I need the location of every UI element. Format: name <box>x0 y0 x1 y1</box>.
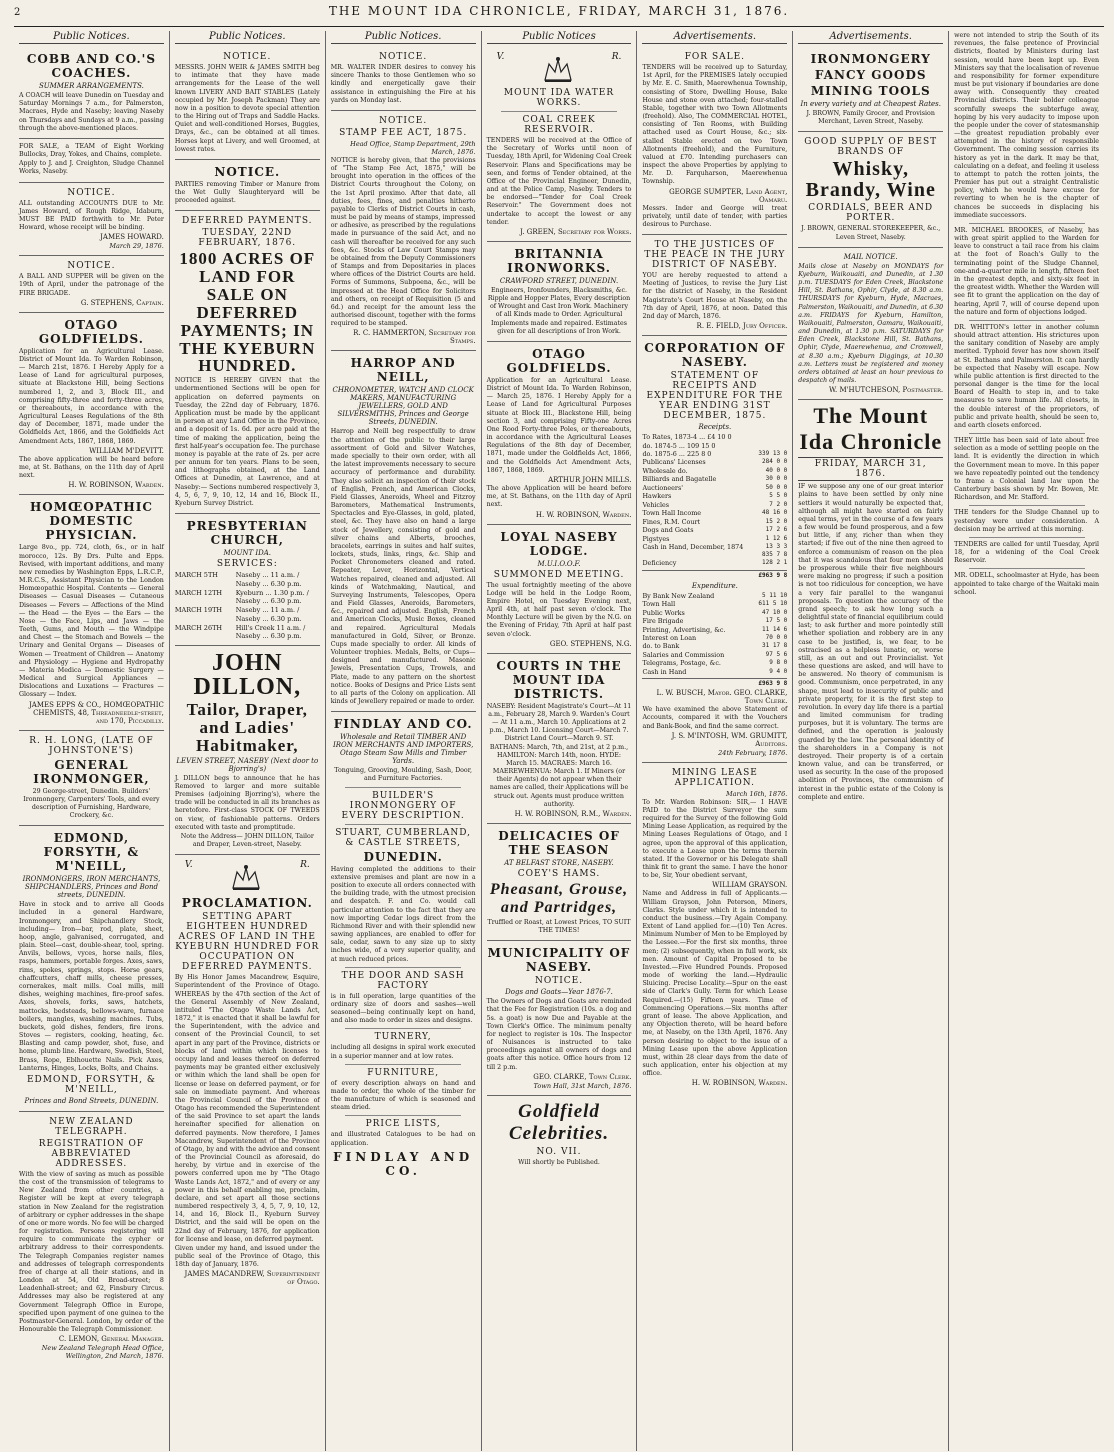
columns <box>14 31 1104 1451</box>
mining-lease-ad <box>642 763 787 1093</box>
weir-smith-notice <box>175 47 320 160</box>
receipt-row: do. 1874-5 ... 109 15 0 <box>642 441 716 450</box>
ad-date: TUESDAY, 22ND FEBRUARY, 1876. <box>198 228 297 249</box>
royal-cipher: V. R. <box>487 52 632 86</box>
goldfields-lease-ad <box>19 313 164 496</box>
ad-subheading: SETTING APART EIGHTEEN HUNDRED ACRES OF LAND IN THE KYEBURN HUNDRED FOR OCCUPATION ON DEFERRED PAYMENTS. <box>175 912 320 973</box>
receipt-row: Billiards and Bagatelle 30 0 0 <box>642 475 788 484</box>
ad-signature: WILLIAM GRAYSON. <box>712 881 788 890</box>
ad-body: Engineers, Ironfounders, Blacksmiths, &c. Ripple and Hopper Plates, Every description of Wrought and Cast Iron Work. Machinery of all Kinds made to Order. Agricultural Implements made and repaired. Estimates given for all descriptions of Iron Work. <box>487 286 631 335</box>
ad-body: Application for an Agricultural Lease. District of Mount Ida. To Warden Robinson,— March 25, 1876. I Hereby Apply for a Lease of Land for Agricultural Purposes situate at Block III., Blackstone Hill, being section 3, and comprising Fifty-one Acres One Rood Forty-three Poles, or thereabouts, in accordance with the Agricultural Leases Regulations of the 8th day of December, 1871, made under the Goldfields Act, 1866, and the Goldfields Act Amendment Acts, 1867, 1868, 1869. <box>486 376 632 474</box>
ad-heading: PRICE LISTS, <box>365 1119 441 1130</box>
ad-heading: DELICACIES OF THE SEASON <box>498 828 620 857</box>
receipt-row: Cash in Hand, December, 1874 13 3 3 <box>642 543 788 552</box>
ad-body: NOTICE IS HEREBY GIVEN that the undermentioned Sections will be open for application on deferred payments on Tuesday, the 22nd day of February, 1876. Application must be made by the applicant in person at any Land Office in the Province, and a deposit of 1s. 6d. per acre paid at the time of making the application, being the first half-year's occupation fee. The purchase money is payable at the rate of 2s. per acre per annum for ten years. Plans to be seen, and lithographs obtained, at the Land Offices at Dunedin, at Lawrence, and at Naseby:— Sections numbered respectively 3, 4, 5, 6, 7, 9, 10, 12, 14 and 16, Block II., Kyeburn Survey District. <box>174 377 320 507</box>
ad-body: MESSRS. JOHN WEIR & JAMES SMITH beg to intimate that they have made arrangements for the Lease of the well known LIVERY AND BAIT STABLES (Lately occupied by Mr. Joseph Packman) They are now in a position to devote special attention to the Hiring out of Traps and Saddle Hacks. Quiet and well-conditioned Horses, Buggies, Drays, &c., can be obtained at all times. Horses kept at Livery, and well Groomed, at lowest rates. <box>174 64 320 153</box>
ad-body: A COACH will leave Dunedin on Tuesday and Saturday Mornings 7 a.m., for Palmerston, Macraes, Hyde and Naseby; leaving Naseby on Thursdays and Sundays at 9 a.m., passing through the above-mentioned places. <box>19 92 164 132</box>
timber-notice <box>175 160 320 212</box>
expenditure-heading: Expenditure. <box>691 581 738 590</box>
dillon-tailor-ad <box>175 646 320 855</box>
ad-body: YOU are hereby requested to attend a Meeting of Justices, to revise the Jury List for the district of Naseby, in the Resident Magistrate's Court House at Naseby, on the 7th day of April, 1876, at noon. Dated this 2nd day of March, 1876. <box>642 272 788 320</box>
receipt-row: Publicans' Licenses 284 0 0 <box>642 458 788 467</box>
ad-date: March 16th, 1876. <box>725 789 788 798</box>
receipts-heading: Receipts. <box>698 423 732 432</box>
receipt-row: Town Hall Income 48 16 0 <box>642 509 788 518</box>
ad-body: Application for an Agricultural Lease. District of Mount Ida. To Warden Robinson,— March 21st, 1876. I Hereby Apply for a Lease of Land for agricultural purposes, situate at Blackstone Hill, being Sections numbered 1, 2, and 3, Block III., and comprising fifty-three and forty-three acres, or thereabouts, in accordance with the Agricultural Leases Regulations of the 8th day of December, 1871, made under the Goldfields Act, 1866, and the Goldfields Act Amendment Acts, 1867, 1868, 1869. <box>19 347 164 445</box>
receipt-row: Auctioneers' 50 0 0 <box>642 483 788 492</box>
ad-subheading: Dogs and Goats—Year 1876-7. <box>505 988 613 997</box>
column-heading: Advertisements. <box>798 31 943 44</box>
ad-heading: CORPORATION OF NASEBY. <box>644 341 786 370</box>
ad-heading: EDMOND, FORSYTH, & M'NEILL, <box>43 831 140 874</box>
expenditure-row: By Bank New Zealand 5 11 10 <box>642 591 788 600</box>
ad-heading: NOTICE. <box>67 261 116 272</box>
ad-date: New Zealand Telegraph Head Office, Wellington, 2nd March, 1876. <box>41 1344 164 1361</box>
ad-body: ALL outstanding ACCOUNTS DUE to Mr. James Howard, of Rough Ridge, Idaburn, MUST BE PAID forthwith to Mr. Peter Howard, whose receipt will be binding. <box>19 199 164 232</box>
ad-body: PARTIES removing Timber or Manure from the Wet Gully Slaughteryard will be proceeded against. <box>174 180 320 205</box>
ad-heading: Pheasant, Grouse, and Partridges, <box>489 880 629 916</box>
ad-body: TENDERS will be received at the Office of the Secretary of Works until noon of Tuesday, 18th April, for Widening Coal Creek Reservoir. Plans and Specifications may be seen, and forms of Tender obtained, at the Office of the Provincial Engineer, Dunedin, and at the Police Camp, Naseby. Tenders to be endorsed—"Tender for Coal Creek Reservoir." The Government does not undertake to accept the lowest or any tender. <box>486 137 632 226</box>
celebrities-ad <box>487 1096 632 1172</box>
ad-body: J. DILLON begs to announce that he has Removed to larger and more suitable Premises (adjoining Bjorring's), where the trade will be conducted in all its branches as heretofore. First-class STOCK OF TWEEDS on view, of fashionable patterns. Orders executed with taste and promptitude. <box>174 774 320 831</box>
ad-heading: BUILDER'S IRONMONGERY OF EVERY DESCRIPTION. <box>341 790 465 821</box>
ad-subheading: MOUNT IDA. <box>223 549 272 558</box>
ad-subheading: Wholesale and Retail TIMBER AND IRON MERCHANTS AND IMPORTERS, Otago Steam Saw Mills and Timber Yards. <box>332 733 474 766</box>
ad-body: The Owners of Dogs and Goats are reminded that the Fee for Registration (10s. a dog and 5s. a goat) is now Due and Payable at the Town Clerk's Office. The minimum penalty for neglect to register is 10s. The Inspector of Nuisances is instructed to take proceedings against all owners of dogs and goats after this notice. Office hours from 12 till 2 p.m. <box>486 998 632 1071</box>
service-row: MARCH 26TH Hill's Creek 11 a.m. / Naseby ... 6.30 p.m. <box>174 623 306 641</box>
ad-heading: Whisky, Brandy, Wine <box>805 158 936 202</box>
ad-heading: DUNEDIN. <box>363 849 443 864</box>
ad-heading: MINING TOOLS <box>810 84 931 98</box>
ad-heading: NOTICE. <box>67 187 116 198</box>
ad-subheading: STATEMENT OF RECEIPTS AND EXPENDITURE FOR THE YEAR ENDING 31ST DECEMBER, 1875. <box>646 371 784 422</box>
ad-body: Mails close at Naseby on MONDAYS for Kyeburn, Waikouaiti, and Dunedin, at 1.30 p.m. TUESDAYS for Eden Creek, Blackstone Hill, St. Bathans, Ophir, Clyde, at 8.30 a.m. THURSDAYS for Kyeburn, Hyde, Macraes, Palmerston, Waikouaiti, and Dunedin, at 6.30 a.m. FRIDAYS for Kyeburn, Hamilton, Waikouaiti, Palmerston, Oamaru, Waikouaiti, and Dunedin, at 1.30 p.m. SATURDAYS for Eden Creek, Blackstone Hill, St. Bathans, Ophir, Clyde, Maerewhenua, and Cromwell, at 8.30 a.m.; Kyeburn Diggings, at 10.30 a.m. Letters must be registered and money orders obtained at least an hour previous to despatch of mails. <box>798 262 944 385</box>
expenditure-row: Interest on Loan 70 0 0 <box>642 634 788 642</box>
ad-heading: COAL CREEK RESERVOIR. <box>522 115 596 135</box>
ad-subheading: CHRONOMETER, WATCH AND CLOCK MAKERS, MANUFACTURING JEWELLERS, GOLD AND SILVERSMITHS, Princes and George Streets, DUNEDIN. <box>332 386 474 427</box>
jury-meeting-ad <box>642 235 787 336</box>
ad-subheading: M.U.I.O.O.F. <box>537 559 581 568</box>
ad-body: including all designs in spiral work executed in a superior manner and at low rates. <box>330 1044 476 1060</box>
ad-body: Apply to J. and J. Creighton, Sludge Channel Works, Naseby. <box>19 160 164 176</box>
ad-date: Head Office, Stamp Department, 29th March, 1876. <box>350 139 476 156</box>
deferred-payments-ad <box>175 211 320 514</box>
church-services-ad <box>175 514 320 646</box>
ad-heading: PROCLAMATION. <box>181 896 313 911</box>
ad-heading: REGISTRATION OF ABBREVIATED ADDRESSES. <box>38 1138 145 1169</box>
receipt-row: Deficiency 128 2 1 <box>642 559 788 568</box>
expenditure-row: Fire Brigade 17 5 0 <box>642 617 788 626</box>
column-heading: Public Notices. <box>175 31 320 44</box>
ad-body: By His Honor James Macandrew, Esquire, Superintendent of the Province of Otago. WHEREAS by the 47th section of the Act of the General Assembly of New Zealand, intituled "The Otago Waste Lands Act, 1872," it is enacted that it shall be lawful for the Superintendent, with the advice and consent of the Provincial Council, to set apart in any part of the Province, districts or blocks of land within which licenses to occupy land and leases thereof on deferred payments may be granted either exclusively or within which the land shall be open for license or lease on deferred payment, or for sale on immediate payment. And whereas the Provincial Council of the Province of Otago has recommended the Superintendent of the said Province to set apart the lands hereinafter specified for alienation on deferred payments. Now therefore, I James Macandrew, Superintendent of the Province of Otago, by and with the advice and consent of the Provincial Council as aforesaid, do hereby, by virtue and in exercise of the powers conferred upon me by "The Otago Waste Lands Act, 1872," and of every or any power in this behalf enabling me, proclaim, declare, and set apart all those sections numbered respectively 3, 4, 5, 7, 9, 10, 12, 14, and 16, Block II., Kyeburn Survey District, and the said will be open on the 22nd day of February, 1876, for application for license and lease, on deferred payment. <box>174 974 320 1243</box>
ad-heading: COBB AND CO.'S COACHES. <box>26 52 156 80</box>
royal-crest-icon <box>541 52 575 86</box>
ad-date: 24th February, 1876. <box>718 748 788 757</box>
receipt-row: Dogs and Goats 17 2 6 <box>642 526 788 535</box>
ad-heading: FINDLAY AND CO. <box>333 717 473 732</box>
ad-subheading: SUMMONED MEETING. <box>493 569 625 580</box>
receipt-row: Wholesale do. 40 0 0 <box>642 466 788 475</box>
ad-signature: J. GREEN, Secretary for Works. <box>520 227 632 236</box>
britannia-ironworks-ad <box>487 242 632 342</box>
expenditure-row: Town Hall 611 5 10 <box>642 600 788 609</box>
column-5 <box>637 31 793 1451</box>
cobb-coaches-ad <box>19 47 164 139</box>
receipt-row: Vehicles 7 2 0 <box>642 500 788 509</box>
service-row: MARCH 5TH Naseby ... 11 a.m. / Naseby ... 6.30 p.m. <box>174 571 302 588</box>
proclamation-ad <box>175 855 320 1291</box>
ad-body: In every variety and at Cheapest Rates. <box>800 100 941 108</box>
ad-subheading: STAMP FEE ACT, 1875. <box>339 127 468 138</box>
receipt-row: Hawkers 5 5 0 <box>642 492 788 501</box>
expenditure-total: £963 9 8 <box>642 678 787 688</box>
column-6 <box>793 31 949 1451</box>
premises-sale-ad <box>642 47 787 235</box>
ad-footer: FINDLAY AND CO. <box>333 1149 474 1178</box>
ad-body: and illustrated Catalogues to be had on application. <box>330 1131 476 1147</box>
ad-signature: H. W. ROBINSON, Warden. <box>68 481 164 490</box>
lodge-meeting-ad <box>487 525 632 654</box>
ad-heading: THE DOOR AND SASH FACTORY <box>341 970 465 991</box>
ad-signature: J. BROWN, GENERAL STOREKEEPER, &c., Leven Street, Naseby. <box>801 225 941 241</box>
ad-heading: MAIL NOTICE. <box>843 252 898 261</box>
column-heading: Advertisements. <box>642 31 787 44</box>
receipt-row: do. 1875-6 ... 225 8 0 339 13 0 <box>642 450 788 459</box>
royal-cipher: V. R. <box>175 860 320 894</box>
ad-signature: J. S. M'INTOSH, WM. GRUMITT, Auditors. <box>671 731 788 748</box>
ad-heading: NOTICE. <box>379 52 428 62</box>
harrop-neill-ad <box>331 351 476 712</box>
ad-body: The usual fortnightly meeting of the above Lodge will be held in the Lodge Room, Empire Hotel, on Tuesday Evening next, April 4th, at half past seven o'clock. The Monthly Lecture will be given by the N.G. on the Evening of Friday, 7th April at half past seven o'clock. <box>486 581 632 638</box>
ad-signature: C. LEMON, General Manager. <box>58 1335 164 1344</box>
ad-body: Will shortly be Published. <box>518 1158 600 1166</box>
ad-heading: TO THE JUSTICES OF THE PEACE IN THE JURY DISTRICT OF NASEBY. <box>644 240 786 271</box>
ad-heading: EDMOND, FORSYTH, & M'NEILL, <box>26 1074 156 1095</box>
ad-signature: ARTHUR JOHN MILLS. <box>548 475 632 484</box>
ad-heading: R. H. LONG, (LATE OF JOHNSTONE'S) <box>29 735 154 756</box>
receipt-row: Fines, R.M. Court 15 2 0 <box>642 517 788 526</box>
column-heading: Public Notices <box>487 31 632 44</box>
ad-subheading: CORDIALS, BEER AND PORTER. <box>808 203 934 224</box>
news-paragraph: MR. MICHAEL BROOKES, of Naseby, has with great spirit applied to the Warden for leave to construct a tail race from his claim at the foot of Roach's Gully to the terminating point of the Sludge Channel, one-and-a-quarter mile in length, fifteen feet in the greatest depth, and sixty-six feet in the greatest width. Whether the Warden will see fit to grant the application on the day of hearing, April 7, will of course depend upon the nature and form of objections lodged. <box>954 226 1100 316</box>
column-1 <box>14 31 170 1451</box>
ad-heading: STUART, CUMBERLAND, & CASTLE STREETS, <box>335 827 472 848</box>
receipts-table <box>642 433 787 568</box>
ad-subheading: IRONMONGERS, IRON MERCHANTS, SHIPCHANDLERS, Princes and Bond streets, DUNEDIN. <box>22 875 161 900</box>
ad-heading: MOUNT IDA WATER WORKS. <box>503 88 615 108</box>
ad-signature: R. E. FIELD, Jury Officer. <box>696 322 788 331</box>
service-row: MARCH 19TH Naseby ... 11 a.m. / Naseby ... 6.30 p.m. <box>174 606 302 623</box>
ad-date: March 29, 1876. <box>109 242 164 251</box>
ad-signature: H. W. ROBINSON, Warden. <box>691 1079 788 1088</box>
page-number: 2 <box>14 7 21 18</box>
expenditure-row: Cash in Hand 9 4 0 <box>642 667 788 676</box>
ad-body: MR. WALTER INDER desires to convey his sincere Thanks to those Gentlemen who so kindly and energetically gave their assistance in extinguishing the Fire at his yards on Monday last. <box>330 64 476 104</box>
ad-body: Harrop and Neill beg respectfully to draw the attention of the public to their large assortment of Gold and Silver Watches, made specially to their own order, with all the latest improvements necessary to secure accuracy of performance and durability. They also solicit an inspection of their stock of English, French, and American Clocks, Field Glasses, Aneroids, Wheel and Fitzroy Barometers, Mathematical Instruments, Spectacles and Eye-Glasses, in gold, plated, steel, &c. They have also on hand a large stock of Jewellery, consisting of gold and silver chains and Alberts, brooches, bracelets, earrings in suites and half suites, lockets, studs, links, rings, &c. Ship and Pocket Chronometers cleaned and rated. Repeater, Lever, Horizontal, Vertical Watches repaired, cleaned and adjusted. All kinds of Watchmaking, Nautical, and Surveying Instruments, Telescopes, Opera and Field Glasses, Aneroids, Barometers, &c., repaired and adjusted. English, French and American Clocks, Music Boxes, cleaned and repaired. Agricultural Medals manufactured in Gold, Silver, or Bronze. Cups made specially to order. All kinds of Volunteer trophies. Medals, Belts, or Cups—designed and manufactured. Masonic Jewels, Presentation Cups, Trowels, and Plate, made to any pattern on the shortest notice. Books of Designs and Price Lists sent to all parts of the Colony on application. All kinds of Jewellery repaired or made to order. <box>330 428 476 706</box>
goldfields-lease-ad-2 <box>487 342 632 525</box>
ad-body: Have in stock and to arrive all Goods included in a general Hardware, Ironmongery, and Shipchandlery Stock, including— Iron—bar, rod, plate, sheet, hoop, angle, galvanised, corrugated, and plain. Steel—cast, double-shear, tool, spring. Anvils, bellows, vyces, horse nails, files, rasps, hammers, portable forges. Axes, saws, rims, spokes, springs, stops. Horse gears, chaffcutters, chaff mills, cheese presses, cornerakes, malt mills. Coal mills, mill dishes, weighing machines, fire-proof safes. Axes, shovels, forks, saws, hatchets, mattocks, bedsteads, bellows-ware, furnace boilers, mangles, washing machines. Tubs, buckets, gold dishes, fenders, fire irons. Stoves — registers, cooking, heating, &c. Blasting and camp powder, shot, fuse, and home, plumb line. Hardware, Swedish, Steel, Brass, Rope, Eblhouette Nails. Pick Axes, Lanterns, Hinges, Locks, Bolts, and Chains. <box>19 901 164 1072</box>
homeopathic-ad <box>19 495 164 730</box>
ad-heading: HOMŒOPATHIC DOMESTIC PHYSICIAN. <box>29 500 153 543</box>
courts-ad <box>487 654 632 824</box>
ad-body: A BALL AND SUPPER will be given on the 19th of April, under the patronage of the FIRE BRIGADE. <box>19 273 164 297</box>
ad-heading: FURNITURE, <box>367 1067 440 1078</box>
ad-heading: NOTICE. <box>214 164 281 179</box>
bullock-sale-ad <box>19 139 164 183</box>
ad-body: The above Application will be heard before me, at St. Bathans, on the 11th day of April next. <box>486 484 632 509</box>
ad-body: The above application will be heard before me, at St. Bathans, on the 11th day of April next. <box>19 455 164 480</box>
ad-signature: GEORGE SUMPTER, Land Agent, Oamaru. <box>669 187 788 204</box>
ad-heading: HARROP AND NEILL, <box>350 356 456 385</box>
editorial <box>798 400 943 807</box>
ad-heading: FANCY GOODS <box>814 68 927 82</box>
receipt-row: To Rates, 1873-4 ... £4 10 0 <box>642 433 732 442</box>
ad-body: Name and Address in full of Applicants.—William Grayson, John Peterson, Miners, Clarks. Style under which it is intended to conduct the business.—Try Again Company. Extent of Land applied for.—(10) Ten Acres. Minimum Number of Men to be Employed by the Lessee.—For the first six months, three men; (2) subsequently, when in full work, six men. Amount of Capital Proposed to be Invested.—Five Hundred Pounds. Proposed mode of working the land.—Hydraulic Sluicing. Precise Locality.—Spur on the east side of Clark's Gully. Term for which Lease Required.—(15) Fifteen years. Time of Commencing Operations.—Six months after grant of lease. The above Application, and any Objection thereto, will be heard before me, at Naseby, on the 13th April, 1876. Any person desiring to object to the issue of a Mining Lease upon the above Application must, within 28 clear days from the date of such application, enter his objection at my office. <box>642 890 788 1078</box>
howard-notice <box>19 183 164 257</box>
ad-heading: JOHN DILLON, <box>193 650 302 701</box>
ad-body: We have examined the above Statement of Accounts, compared it with the Vouchers and Bank-Book, and find the same correct. <box>642 706 788 730</box>
ad-subheading: AT BELFAST STORE, NASEBY. <box>504 858 614 867</box>
ad-signature: W. M'HUTCHESON, Postmaster. <box>829 386 944 395</box>
ad-heading: SERVICES: <box>216 559 278 570</box>
ad-subheading: SUMMER ARRANGEMENTS. <box>38 82 144 90</box>
ad-body: To Mr. Warden Robinson: SIR,— I HAVE PAID to the District Surveyor the sum required for the Survey of the following Gold Mining Lease Application, as required by the Mining Leases Regulations of Otago, and I agree, upon the approval of this application, to execute a Lease upon the terms therein stated. If the Governor or his Delegate shall think fit to grant the same. I have the honor to be, Sir, Your obedient servant, <box>642 798 788 880</box>
service-row: MARCH 12TH Kyeburn ... 1.30 p.m. / Naseby ... 6.30 p.m. <box>174 588 309 606</box>
news-paragraph: THEY little has been said of late about free selection as a mode of settling people on the land. It is evidently the direction in which the Government mean to move. In this paper we have repeatedly pointed out the tendency to frame a Colonial land law upon the Canterbury basis shown by Mr. Bowen, Mr. Richardson, and Mr. Stafford. <box>954 437 1100 502</box>
ad-signature: JAMES HOWARD. <box>100 233 164 242</box>
long-ironmonger-ad <box>19 731 164 827</box>
editorial-masthead: The Mount Ida Chronicle <box>799 403 943 455</box>
ad-body: Given under my hand, and issued under the public seal of the Province of Otago, this 18th day of January, 1876. <box>174 1244 320 1269</box>
ad-body: TENDERS will be received up to Saturday, 1st April, for the PREMISES lately occupied by Mr. E. C. Smith, Maerewhenua Township, consisting of Store, Dwelling House, Bake House and stone oven attached; four-stalled Stable, together with two Town Allotments (freehold). Also, The COMMERCIAL HOTEL, consisting of Ten Rooms, with Building attached used as Court House, &c.; six-stalled Stable erected on two Town Allotments (freehold), and the Furniture, valued at £70. Intending purchasers can inspect the above Properties by applying to Mr. D. Farquharson, Maerewhenua Township. <box>642 64 788 186</box>
ad-body: of every description always on hand and made to order, the whole of the timber for the manufacture of which is seasoned and steam dried. <box>330 1079 476 1112</box>
ad-signature: H. W. ROBINSON, Warden. <box>535 510 632 519</box>
mail-notice <box>798 248 943 401</box>
receipt-row: Pigstyes 1 12 6 <box>642 534 788 543</box>
ad-heading: 1800 ACRES OF LAND FOR SALE ON DEFERRED PAYMENTS; IN THE KYEBURN HUNDRED. <box>179 249 316 376</box>
newspaper-title: THE MOUNT IDA CHRONICLE, FRIDAY, MARCH 31, 1876. <box>328 4 790 18</box>
municipality-ad <box>487 941 632 1096</box>
ad-date: Town Hall, 31st March, 1876. <box>533 1081 632 1090</box>
ad-heading: FOR SALE. <box>684 52 746 62</box>
ad-body: Truffled or Roast, at Lowest Prices, TO SUIT THE TIMES! <box>487 918 631 935</box>
ad-body: NASEBY: Resident Magistrate's Court—At 11 a.m., February 28, March 9. Warden's Court — At 11 a.m., March 10. Applications at 2 p.m., March 10. Licensing Court—March 7. District Land Court—March 9. ST. BATHANS: March, 7th, and 21st, at 2 p.m., HAMILTON: March 14th, noon. HYDE: March 15. MACRAES: March 16. MAEREWHENUA: March 1. If Miners (or their Agents) do not appear when their names are called, their Applications will be struck out. Agents must produce written authority. <box>486 702 632 808</box>
ad-body: NOTICE is hereby given, that the provisions of "The Stamp Fee Act, 1875," will be brought into operation in the offices of the District Courts throughout the Colony, on the 1st April proximo. After that date, all duties, fees, fines, and penalties hitherto payable to Clerks of District Courts in cash, must be paid by means of stamps, impressed or adhesive, as prescribed by the regulations made in pursuance of the said Act, and no cash will thereafter be received for any such fees, &c. Stocks of Law Court Stamps may be obtained from the Deputy Commissioners of Stamps and from Depositaries in places where offices of the District Courts are held. Forms of Summons, Subpoena, &c., will be impressed at the Head Office for Solicitors and others, on receipt of Requisition (5 and 6d.) and receipt for the amount less the authorised discount, together with the forms required to be stamped. <box>330 156 476 328</box>
column-2 <box>170 31 326 1451</box>
ad-heading: FOR SALE, a TEAM of Eight Working Bullocks, Dray, Yokes, and Chains, complete. <box>19 142 164 159</box>
ad-heading: Goldfield Celebrities. <box>508 1100 610 1144</box>
brown-ironmongery-ad <box>798 47 943 132</box>
news-paragraph: THE tenders for the Sludge Channel up to yesterday were under consideration. A decision may be arrived at this morning. <box>954 509 1100 533</box>
ad-body: Tonguing, Grooving, Moulding, Sash, Door, and Furniture Factories. <box>334 767 473 783</box>
ad-signature: WILLIAM M'DEVITT. <box>89 446 164 455</box>
column-3 <box>326 31 482 1451</box>
expenditure-row: Printing, Advertising, &c. 11 14 6 <box>642 625 788 634</box>
stamp-fee-notice <box>331 111 476 352</box>
column-heading: Public Notices. <box>331 31 476 44</box>
water-works-tender <box>487 47 632 242</box>
ad-heading: DEFERRED PAYMENTS. <box>182 216 313 227</box>
ad-signature: L. W. BUSCH, Mayor. GEO. CLARKE, Town Clerk. <box>656 689 788 706</box>
ad-heading: OTAGO GOLDFIELDS. <box>38 317 144 346</box>
ad-heading: MINING LEASE APPLICATION. <box>671 767 758 788</box>
ad-signature: GEO. CLARKE, Town Clerk. <box>533 1072 632 1081</box>
ad-signature: R. C. HAMMERTON, Secretary for Stamps. <box>353 329 476 346</box>
delicacies-ad <box>487 824 632 941</box>
ad-heading: OTAGO GOLDFIELDS. <box>506 346 612 375</box>
ad-heading: TURNERY, <box>374 1032 432 1043</box>
page-masthead <box>14 4 1104 27</box>
editorial-date: FRIDAY, MARCH 31, 1876. <box>798 457 943 481</box>
royal-crest-icon <box>229 860 263 894</box>
ad-subheading: Princes and Bond Streets, DUNEDIN. <box>24 1096 159 1105</box>
news-paragraph: TENDERS are called for until Tuesday, April 18, for a widening of the Coal Creek Reservoir. <box>954 540 1100 565</box>
brown-spirits-ad <box>798 132 943 247</box>
ad-heading: GENERAL IRONMONGER, <box>33 757 150 786</box>
edmond-forsyth-ad <box>19 826 164 1112</box>
receipt-row: 835 7 8 <box>762 551 788 559</box>
ad-note: Note the Address— JOHN DILLON, Tailor and Draper, Leven-street, Naseby. <box>180 832 314 849</box>
ad-heading: Tailor, Draper, and Ladies' Habitmaker, <box>186 700 308 755</box>
ad-body: With the view of saving as much as possible the cost of the transmission of telegrams to New Zealand from other countries, a Register will be kept at every telegraph station in New Zealand for the registration of arbitrary or cypher addresses in the shape of one or more words. No fee will be charged for registration. Persons registering will require to communicate the cypher or arbitrary address to their correspondents. The Telegraph Companies register names and addresses of telegraph correspondents free of charge at all their stations, and in London at 54, Old Broad-street; 8 Leadenhall-street; and 62, Finsbury Circus. Addresses may also be registered at any Government Telegraph Office in Europe, specified upon payment of one guinea to the Postmaster-General. London, by order of the Honourable the Telegraph Commissioner. <box>19 1170 164 1334</box>
column-7 <box>949 31 1104 1451</box>
ad-signature: GEO. STEPHENS, N.G. <box>549 639 632 648</box>
expenditure-row: do. to Bank 31 17 8 <box>642 642 788 651</box>
ad-signature: J. BROWN, Family Grocer, and Provision Merchant, Leven Street, Naseby. <box>806 110 935 126</box>
ad-body: 29 George-street, Dunedin. Builders' Ironmongery, Carpenters' Tools, and every description of Furnishing, Hardware, Crockery, &c. <box>23 787 160 820</box>
ad-body: Large 8vo., pp. 724, cloth, 6s., or in half morocco, 12s. By Drs. Pulte and Epps. Revised, with important additions, and many new remedies by Washington Epps, L.R.C.P., M.R.C.S., Assistant Physician to the London Homœopathic Hospital. Contents — General Diseases — Casual Diseases — Cutaneous Diseases — Fevers — Affections of the Mind — the Head — the Eyes — the Ears — the Nose — the Face, Lips, and Jaws — the Teeth, Gums, and Mouth — the Windpipe and Chest — the Stomach and Bowels — the Urinary and Genital Organs — Diseases of Women — Treatment of Children — Anatomy and Physiology — Hygiene and Hydropathy — Materia Medica — Domestic Surgery — Medical and Surgical Appliances — Dislocations and Luxations — Fractures — Glossary — Index. <box>19 544 164 699</box>
ad-subheading: GOOD SUPPLY OF BEST BRANDS OF <box>804 137 938 158</box>
ad-heading: MUNICIPALITY OF NASEBY. <box>487 946 631 975</box>
ball-notice <box>19 256 164 313</box>
ad-body: is in full operation, large quantities of the ordinary size of doors and sashes—well seasoned—being continually kept on hand, and also made to order in sizes and designs. <box>330 992 476 1025</box>
ad-subheading: NOTICE. <box>534 976 584 987</box>
corporation-statement <box>642 336 787 763</box>
ad-heading: NOTICE. <box>223 52 272 62</box>
expenditure-row: Salaries and Commission 97 5 6 <box>642 650 788 659</box>
column-heading: Public Notices. <box>19 31 164 44</box>
expenditure-table <box>642 592 787 677</box>
ad-heading: IRONMONGERY <box>810 52 931 66</box>
inder-thanks-notice <box>331 47 476 111</box>
ad-body: Messrs. Inder and George will treat privately, until date of tender, with parties desirous to Purchase. <box>642 204 788 228</box>
ad-heading: BRITANNIA IRONWORKS. <box>507 246 611 275</box>
expenditure-row: Public Works 47 10 0 <box>642 608 788 617</box>
ad-signature: JAMES EPPS & CO., HOMŒOPATHIC CHEMISTS, 48, Threadneedle-street, and 170, Piccadilly. <box>28 700 164 725</box>
ad-subheading: CRAWFORD STREET, DUNEDIN. <box>499 276 619 285</box>
ad-heading: PRESBYTERIAN CHURCH, <box>186 519 308 548</box>
ad-heading: COURTS IN THE MOUNT IDA DISTRICTS. <box>496 658 622 701</box>
editorial-body: IF we suppose any one of our great interior plains to have been settled by only nine settlers it would naturally be expected that, although all might have started on fairly equal terms, yet in the course of a few years a few would be found prosperous, and a few but little, if any, richer than when they started; if five out of the nine then agreed to enforce a communism of reason on the plea that it was scandalous that four men should be prosperous while their five neighbours were making no progress; if such a position is not too ridiculous for conception, we have a very fair parallel to the wanganui proposals. To question the accuracy of the grand speech; to ask how long such a delightful state of financial equilibrium could last; to ask further and more pointedly still whether spoliation and robbery are in any case to be justified, is, we fear, to be ostracised as a helpless lunatic, or, worse still, as an out and out Provincialist. Yet these questions are asked, and will have to be answered. No theory of communism is good. Communism, once perpetrated, in any shape, must lead to insecurity of public and private property, for it is the first step to revolution. In every day life there is a partial and limited communism for trading purposes, but it is voluntary. The terms are defined, and the operation is jealously guarded by the law. The personal identity of the shareholders in a Company is not destroyed. Their property is of a certain known value, and can be transferred, or used as security. In the case of the proposed abolition of Provinces, the communism of interest in the public estate of the Colony is complete and entire. <box>798 483 944 801</box>
ad-signature: JAMES MACANDREW, Superintendent of Otago. <box>184 1270 320 1287</box>
ad-subheading: COEY'S HAMS. <box>517 868 601 879</box>
expenditure-row: Telegrams, Postage, &c. 9 8 0 <box>642 659 788 668</box>
ad-heading: NEW ZEALAND TELEGRAPH. <box>49 1116 134 1137</box>
news-paragraph: MR. ODELL, schoolmaster at Hyde, has been appointed to take charge of the Waitaki main school. <box>954 572 1100 596</box>
ad-subheading: LEVEN STREET, NASEBY (Next door to Bjorring's) <box>176 756 319 773</box>
receipts-total: £963 9 8 <box>642 570 787 580</box>
ad-signature: H. W. ROBINSON, R.M., Warden. <box>514 809 632 818</box>
findlay-ad <box>331 712 476 1183</box>
news-paragraph: DR. WHITTON's letter in another column should attract attention. His strictures upon the sanitary condition of Naseby are amply merited. Typhoid fever has now shown itself at St. Bathans and Palmerston. It can hardly be expected that Naseby will escape. Now while public attention is first directed to the personal danger is the time for the local Board of Health to step in, and to take measures to save human life. All closets, in the double interest of the proprietors, of public and private health, should be seen to, and earth closets enforced. <box>954 323 1100 429</box>
ad-subheading: NO. VII. <box>536 1146 582 1157</box>
ad-heading: LOYAL NASEBY LODGE. <box>500 529 618 558</box>
column-4 <box>482 31 638 1451</box>
ad-signature: G. STEPHENS, Captain. <box>80 298 164 307</box>
ad-heading: NOTICE. <box>379 115 428 126</box>
ad-body: Having completed the additions to their extensive premises and plant are now in a position to execute all orders connected with the building trade, with the utmost precision and despatch. F. and Co. would call particular attention to the fact that they are now importing Cedar logs direct from the Richmond River and with their splendid new sawing appliances, are enabled to offer for sale, cedar, sawn to any size up to sixty inches wide, of a very superior quality, and at much reduced prices. <box>330 865 476 963</box>
telegraph-ad <box>19 1112 164 1365</box>
editorial-continued: were not intended to strip the South of its revenues, the false pretence of Provincial districts, floated by Ministers during last session, would have been kept up. Even Ministers say that the localisation of revenue and responsibility for former expenditure must be put visionary if boundaries are done away with. Consequently they created Provincial districts. Their bolder colleague scornfully sweeps the subterfuge away, hoping by his very audacity to impose upon the people under the cover of statesmanship—the greatest repudiation probably ever attempted in the history of responsible Government. The coming session carries its history as yet in the dark. It may be that, calculating on a defeat, and feeling it useless to attempt to patch the rotten joints, the Premier has put out a straight Centralistic policy, which he would have excuse for reverting to when he is the chapter of chances be succeeds in displacing his immediate successors. <box>954 32 1100 219</box>
